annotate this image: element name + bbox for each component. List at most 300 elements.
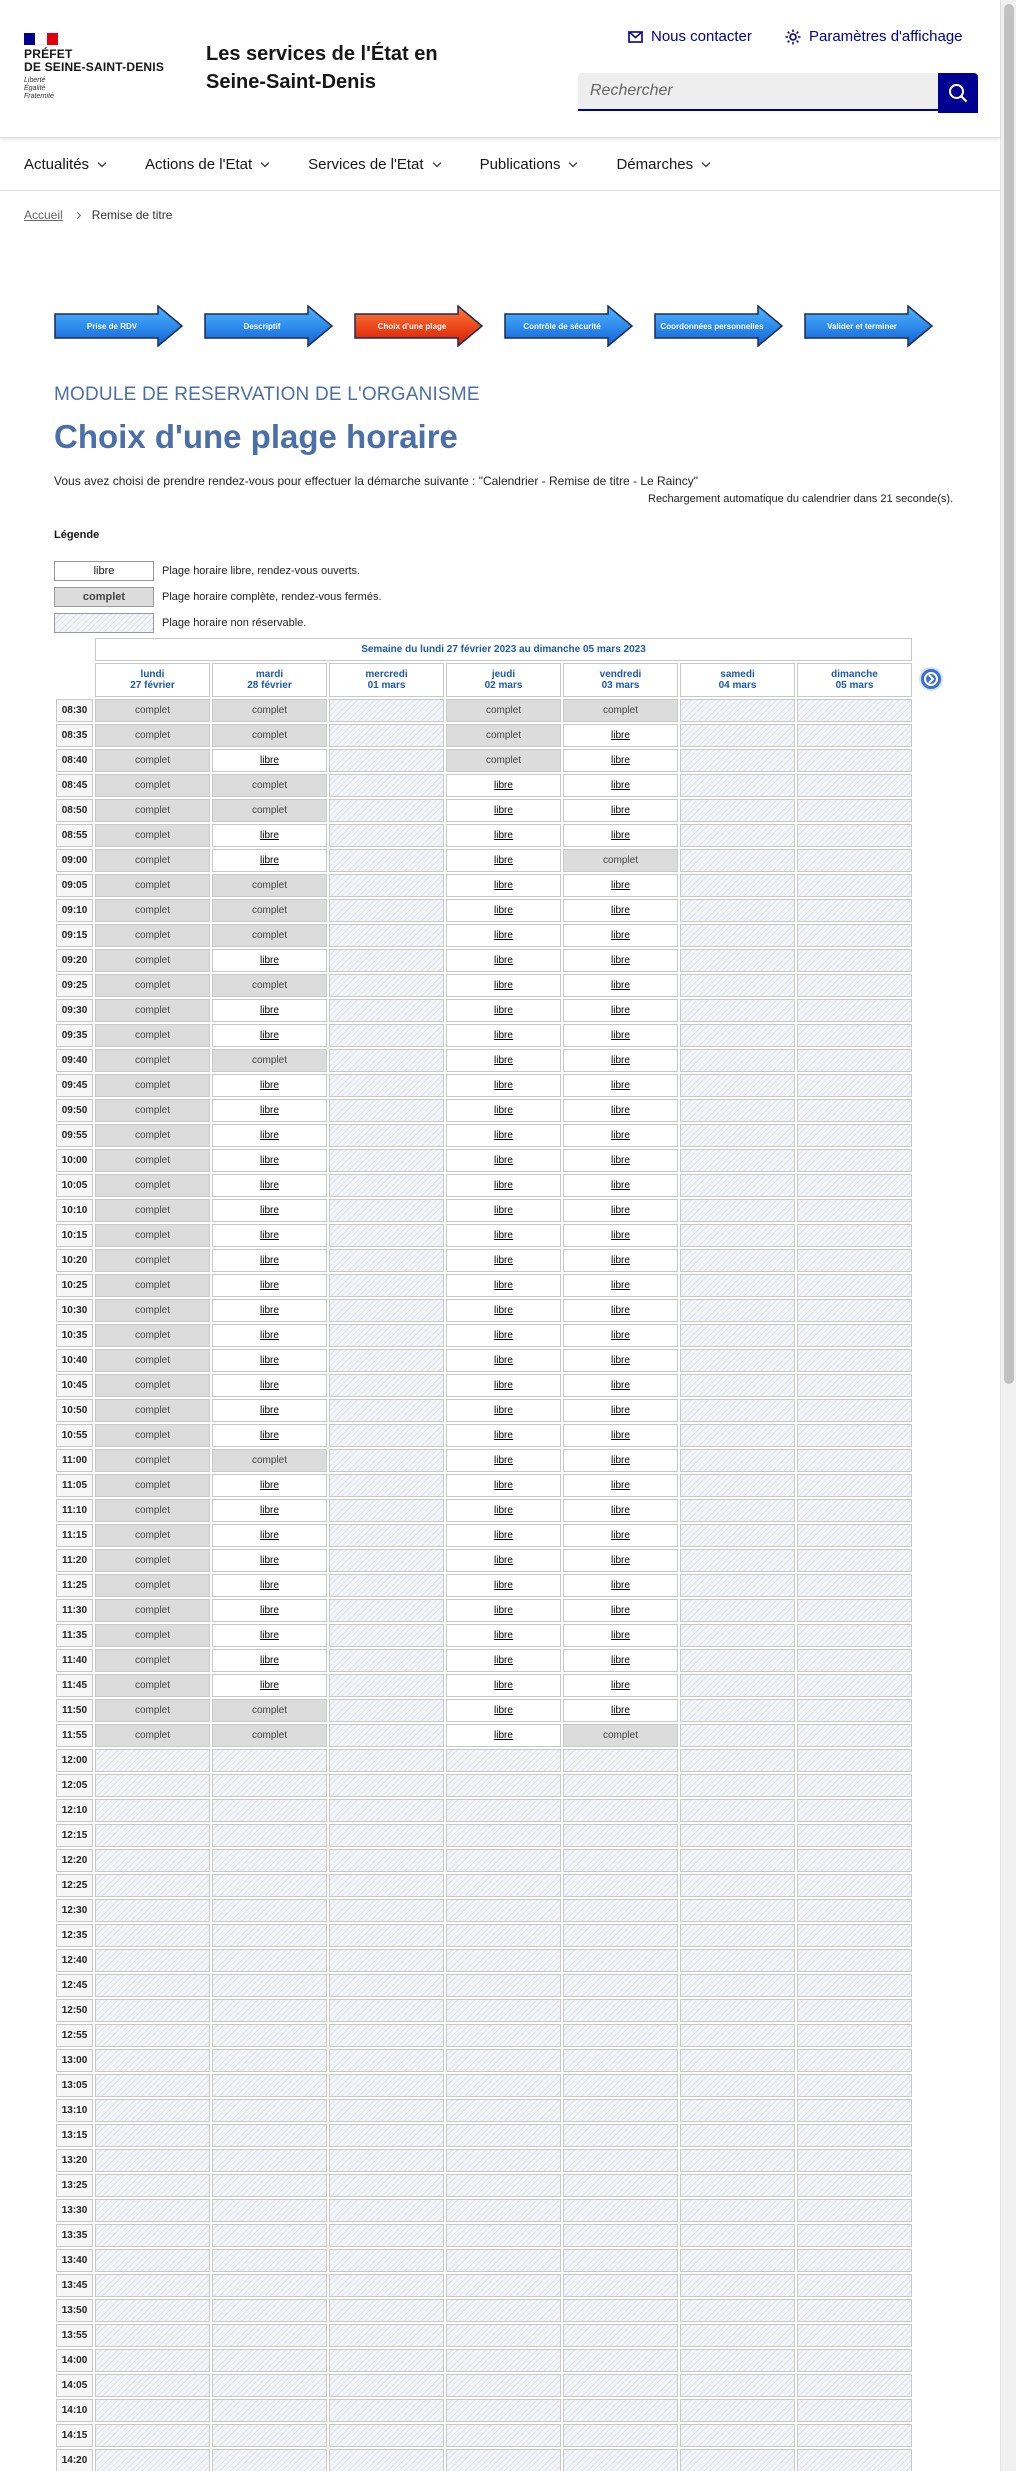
nav-actions-etat[interactable] [145, 139, 268, 190]
slot-unavailable [680, 1574, 795, 1597]
spacer-cell [914, 1924, 947, 1947]
slot-unavailable [329, 774, 444, 797]
slot-full: complet [95, 1699, 210, 1722]
slot-free[interactable]: libre [446, 1299, 561, 1322]
time-label: 13:05 [56, 2074, 93, 2097]
slot-free[interactable]: libre [446, 799, 561, 822]
breadcrumb-home-link[interactable]: Accueil [24, 208, 63, 222]
slot-free[interactable]: libre [446, 774, 561, 797]
slot-unavailable [797, 1899, 912, 1922]
slot-free[interactable]: libre [212, 1649, 327, 1672]
slot-free[interactable]: libre [563, 1399, 678, 1422]
slot-unavailable [680, 774, 795, 797]
slot-unavailable [680, 2449, 795, 2471]
time-label: 11:40 [56, 1649, 93, 1672]
spacer-cell [914, 1349, 947, 1372]
spacer-cell [914, 1949, 947, 1972]
time-row [56, 924, 947, 947]
slot-free[interactable]: libre [212, 1549, 327, 1572]
spacer-cell [914, 1299, 947, 1322]
slot-unavailable [797, 1724, 912, 1747]
slot-free[interactable]: libre [446, 1349, 561, 1372]
slot-free[interactable]: libre [563, 1074, 678, 1097]
time-label: 10:30 [56, 1299, 93, 1322]
prefecture-logo[interactable] [24, 48, 164, 74]
slot-unavailable [329, 1674, 444, 1697]
slot-unavailable [680, 1974, 795, 1997]
slot-unavailable [563, 1899, 678, 1922]
slot-unavailable [680, 1149, 795, 1172]
slot-free[interactable]: libre [212, 1249, 327, 1272]
slot-unavailable [329, 2049, 444, 2072]
slot-free[interactable]: libre [446, 1024, 561, 1047]
spacer-cell [914, 1649, 947, 1672]
slot-unavailable [212, 2299, 327, 2322]
time-label: 09:50 [56, 1099, 93, 1122]
time-label: 13:10 [56, 2099, 93, 2122]
slot-free[interactable]: libre [563, 874, 678, 897]
slot-unavailable [563, 1874, 678, 1897]
slot-free[interactable]: libre [563, 824, 678, 847]
slot-unavailable [329, 1124, 444, 1147]
slot-free[interactable]: libre [212, 1124, 327, 1147]
slot-free[interactable]: libre [563, 974, 678, 997]
slot-unavailable [680, 1624, 795, 1647]
slot-unavailable [563, 2449, 678, 2471]
slot-free[interactable]: libre [212, 1149, 327, 1172]
spacer-cell [914, 1174, 947, 1197]
slot-unavailable [680, 1824, 795, 1847]
slot-free[interactable]: libre [563, 799, 678, 822]
slot-full: complet [95, 1474, 210, 1497]
slot-free[interactable]: libre [446, 1049, 561, 1072]
time-row [56, 1999, 947, 2022]
slot-unavailable [680, 2324, 795, 2347]
slot-free[interactable]: libre [446, 1549, 561, 1572]
slot-free[interactable]: libre [212, 1474, 327, 1497]
slot-free[interactable]: libre [563, 1524, 678, 1547]
slot-unavailable [680, 724, 795, 747]
nav-actualites[interactable] [24, 139, 105, 190]
slot-free[interactable]: libre [563, 1199, 678, 1222]
slot-full: complet [95, 1499, 210, 1522]
slot-unavailable [329, 724, 444, 747]
slot-unavailable [680, 1249, 795, 1272]
slot-free[interactable]: libre [563, 1299, 678, 1322]
slot-free[interactable]: libre [563, 1099, 678, 1122]
slot-free[interactable]: libre [563, 1574, 678, 1597]
slot-free[interactable]: libre [563, 1274, 678, 1297]
time-row [56, 1049, 947, 1072]
time-row [56, 874, 947, 897]
slot-unavailable [797, 849, 912, 872]
slot-free[interactable]: libre [212, 1199, 327, 1222]
slot-free[interactable]: libre [446, 924, 561, 947]
slot-free[interactable]: libre [446, 1524, 561, 1547]
slot-free[interactable]: libre [563, 1499, 678, 1522]
slot-free[interactable]: libre [446, 949, 561, 972]
slot-free[interactable]: libre [563, 1474, 678, 1497]
slot-free[interactable]: libre [563, 1174, 678, 1197]
time-label: 10:40 [56, 1349, 93, 1372]
time-label: 08:50 [56, 799, 93, 822]
slot-unavailable [680, 2224, 795, 2247]
slot-free[interactable]: libre [446, 1374, 561, 1397]
slot-unavailable [329, 1199, 444, 1222]
slot-unavailable [95, 2049, 210, 2072]
slot-unavailable [680, 1024, 795, 1047]
slot-unavailable [680, 799, 795, 822]
slot-free[interactable]: libre [446, 1724, 561, 1747]
time-row [56, 1199, 947, 1222]
sun-icon [785, 29, 801, 45]
slot-free[interactable]: libre [563, 1124, 678, 1147]
slot-unavailable [329, 999, 444, 1022]
slot-free[interactable]: libre [212, 1324, 327, 1347]
slot-free[interactable]: libre [446, 1074, 561, 1097]
time-row [56, 1874, 947, 1897]
slot-unavailable [212, 2324, 327, 2347]
slot-unavailable [329, 1499, 444, 1522]
slot-unavailable [329, 1774, 444, 1797]
spacer-cell [914, 2299, 947, 2322]
slot-free[interactable]: libre [563, 1249, 678, 1272]
slot-unavailable [446, 2449, 561, 2471]
chevron-down-icon [569, 158, 577, 166]
slot-unavailable [680, 1274, 795, 1297]
slot-free[interactable]: libre [212, 1274, 327, 1297]
slot-free[interactable]: libre [563, 949, 678, 972]
time-label: 14:05 [56, 2374, 93, 2397]
nav-label: Démarches [616, 156, 694, 173]
slot-free[interactable]: libre [446, 999, 561, 1022]
slot-unavailable [212, 2424, 327, 2447]
slot-free[interactable]: libre [563, 1699, 678, 1722]
slot-free[interactable]: libre [212, 1099, 327, 1122]
main-navigation [0, 139, 1000, 191]
page-scrollbar[interactable] [1000, 0, 1016, 2471]
spacer-cell [914, 1274, 947, 1297]
slot-free[interactable]: libre [446, 1124, 561, 1147]
slot-free[interactable]: libre [446, 1149, 561, 1172]
contact-label: Nous contacter [651, 28, 752, 45]
slot-free[interactable]: libre [563, 899, 678, 922]
slot-free[interactable]: libre [563, 1324, 678, 1347]
slot-unavailable [563, 2424, 678, 2447]
slot-free[interactable]: libre [446, 1574, 561, 1597]
slot-unavailable [446, 2274, 561, 2297]
slot-unavailable [329, 1049, 444, 1072]
slot-unavailable [680, 899, 795, 922]
slot-unavailable [95, 2349, 210, 2372]
slot-free[interactable]: libre [446, 1399, 561, 1422]
slot-unavailable [446, 1874, 561, 1897]
display-settings-button[interactable] [785, 28, 963, 45]
slot-unavailable [95, 1974, 210, 1997]
slot-unavailable [563, 1924, 678, 1947]
slot-unavailable [680, 1424, 795, 1447]
slot-free[interactable]: libre [446, 1199, 561, 1222]
logo-line: PRÉFET [24, 47, 73, 61]
slot-free[interactable]: libre [563, 1149, 678, 1172]
spacer-cell [914, 638, 947, 661]
slot-unavailable [329, 1849, 444, 1872]
slot-free[interactable]: libre [212, 1024, 327, 1047]
slot-unavailable [563, 1849, 678, 1872]
slot-unavailable [95, 1924, 210, 1947]
slot-free[interactable]: libre [563, 1374, 678, 1397]
time-label: 13:35 [56, 2224, 93, 2247]
slot-free[interactable]: libre [563, 1424, 678, 1447]
spacer-cell [914, 1249, 947, 1272]
slot-unavailable [797, 2024, 912, 2047]
slot-free[interactable]: libre [446, 1324, 561, 1347]
slot-free[interactable]: libre [212, 1674, 327, 1697]
slot-free[interactable]: libre [563, 1624, 678, 1647]
slot-unavailable [680, 1799, 795, 1822]
slot-free[interactable]: libre [212, 749, 327, 772]
slot-free[interactable]: libre [446, 974, 561, 997]
scrollbar-thumb[interactable] [1004, 4, 1014, 1384]
spacer-cell [914, 1999, 947, 2022]
slot-free[interactable]: libre [212, 824, 327, 847]
slot-free[interactable]: libre [563, 774, 678, 797]
slot-unavailable [446, 1999, 561, 2022]
slot-free[interactable]: libre [446, 1624, 561, 1647]
slot-free[interactable]: libre [446, 1699, 561, 1722]
slot-free[interactable]: libre [446, 824, 561, 847]
slot-unavailable [797, 1874, 912, 1897]
time-label: 09:20 [56, 949, 93, 972]
slot-free[interactable]: libre [212, 1224, 327, 1247]
page-title: Choix d'une plage horaire [54, 418, 458, 455]
slot-unavailable [446, 1949, 561, 1972]
slot-unavailable [797, 1849, 912, 1872]
slot-unavailable [680, 1549, 795, 1572]
slot-free[interactable]: libre [446, 1424, 561, 1447]
nav-label: Actions de l'Etat [145, 156, 253, 173]
search-input[interactable] [578, 73, 938, 111]
slot-free[interactable]: libre [446, 1499, 561, 1522]
slot-free[interactable]: libre [212, 949, 327, 972]
slot-unavailable [446, 2149, 561, 2172]
slot-free[interactable]: libre [563, 1549, 678, 1572]
slot-free[interactable]: libre [563, 1349, 678, 1372]
spacer-cell [914, 1874, 947, 1897]
slot-free[interactable]: libre [563, 1049, 678, 1072]
slot-unavailable [680, 1899, 795, 1922]
next-week-button[interactable] [914, 663, 947, 697]
spacer-cell [914, 749, 947, 772]
slot-free[interactable]: libre [446, 849, 561, 872]
module-title: MODULE DE RESERVATION DE L'ORGANISME [54, 384, 480, 405]
time-label: 09:55 [56, 1124, 93, 1147]
slot-free[interactable]: libre [446, 1274, 561, 1297]
slot-unavailable [95, 2299, 210, 2322]
slot-free[interactable]: libre [446, 1174, 561, 1197]
slot-unavailable [212, 2124, 327, 2147]
slot-unavailable [329, 2274, 444, 2297]
slot-free[interactable]: libre [212, 1399, 327, 1422]
slot-free[interactable]: libre [212, 1624, 327, 1647]
slot-free[interactable]: libre [446, 1224, 561, 1247]
spacer-cell [914, 1799, 947, 1822]
slot-free[interactable]: libre [563, 1224, 678, 1247]
step-label: Coordonnées personnelles [660, 321, 764, 331]
slot-full: complet [95, 774, 210, 797]
slot-free[interactable]: libre [563, 1024, 678, 1047]
slot-free[interactable]: libre [212, 1524, 327, 1547]
slot-unavailable [329, 1274, 444, 1297]
slot-unavailable [329, 1724, 444, 1747]
slot-free[interactable]: libre [446, 1099, 561, 1122]
slot-full: complet [95, 699, 210, 722]
time-row [56, 974, 947, 997]
slot-free[interactable]: libre [446, 1474, 561, 1497]
spacer-cell [914, 1599, 947, 1622]
time-row [56, 1974, 947, 1997]
slot-full: complet [212, 899, 327, 922]
slot-free[interactable]: libre [446, 1649, 561, 1672]
slot-full: complet [212, 874, 327, 897]
spacer-cell [914, 2049, 947, 2072]
slot-unavailable [680, 2174, 795, 2197]
slot-unavailable [797, 1624, 912, 1647]
slot-unavailable [95, 1824, 210, 1847]
slot-free[interactable]: libre [212, 1424, 327, 1447]
slot-unavailable [563, 1999, 678, 2022]
spacer-cell [914, 1149, 947, 1172]
spacer-cell [914, 2074, 947, 2097]
slot-free[interactable]: libre [212, 1574, 327, 1597]
slot-free[interactable]: libre [212, 1349, 327, 1372]
slot-unavailable [212, 2249, 327, 2272]
time-row [56, 2049, 947, 2072]
spacer-cell [914, 1674, 947, 1697]
search-button[interactable] [938, 73, 978, 113]
time-row [56, 2124, 947, 2147]
slot-free[interactable]: libre [563, 999, 678, 1022]
site-title[interactable]: Les services de l'État en Seine-Saint-Denis [206, 43, 438, 93]
slot-unavailable [95, 1849, 210, 1872]
display-settings-label: Paramètres d'affichage [809, 28, 963, 45]
slot-unavailable [329, 2349, 444, 2372]
slot-unavailable [329, 1299, 444, 1322]
time-row [56, 2174, 947, 2197]
slot-free[interactable]: libre [212, 1499, 327, 1522]
slot-free[interactable]: libre [212, 1074, 327, 1097]
slot-unavailable [329, 749, 444, 772]
slot-free[interactable]: libre [563, 1674, 678, 1697]
slot-unavailable [329, 949, 444, 972]
time-label: 13:20 [56, 2149, 93, 2172]
slot-unavailable [797, 2399, 912, 2422]
slot-unavailable [95, 2424, 210, 2447]
slot-unavailable [797, 1074, 912, 1097]
slot-free[interactable]: libre [446, 1674, 561, 1697]
day-date: 02 mars [484, 680, 523, 691]
slot-free[interactable]: libre [563, 924, 678, 947]
nav-publications[interactable] [480, 139, 577, 190]
slot-unavailable [95, 1949, 210, 1972]
spacer-cell [914, 1449, 947, 1472]
slot-unavailable [797, 2374, 912, 2397]
envelope-icon [628, 31, 643, 43]
slot-unavailable [446, 2299, 561, 2322]
nav-label: Services de l'Etat [308, 156, 424, 173]
slot-unavailable [212, 2149, 327, 2172]
slot-free[interactable]: libre [446, 1449, 561, 1472]
time-label: 09:40 [56, 1049, 93, 1072]
slot-full: complet [95, 849, 210, 872]
slot-free[interactable]: libre [212, 1299, 327, 1322]
slot-unavailable [680, 1524, 795, 1547]
slot-full: complet [95, 1249, 210, 1272]
spacer-cell [914, 1549, 947, 1572]
spacer-cell [914, 949, 947, 972]
slot-unavailable [329, 2074, 444, 2097]
spacer-cell [914, 874, 947, 897]
slot-full: complet [95, 1024, 210, 1047]
slot-free[interactable]: libre [446, 899, 561, 922]
time-label: 09:15 [56, 924, 93, 947]
slot-unavailable [680, 849, 795, 872]
contact-link[interactable] [628, 28, 752, 45]
slot-free[interactable]: libre [563, 1449, 678, 1472]
time-row [56, 1474, 947, 1497]
slot-unavailable [95, 2449, 210, 2471]
slot-free[interactable]: libre [212, 999, 327, 1022]
slot-free[interactable]: libre [446, 1249, 561, 1272]
slot-free[interactable]: libre [563, 724, 678, 747]
site-header [0, 0, 1000, 138]
time-row [56, 949, 947, 972]
slot-unavailable [797, 1974, 912, 1997]
slot-free[interactable]: libre [446, 1599, 561, 1622]
slot-unavailable [797, 1799, 912, 1822]
slot-free[interactable]: libre [446, 874, 561, 897]
time-row [56, 899, 947, 922]
nav-demarches[interactable] [616, 139, 709, 190]
slot-free[interactable]: libre [563, 749, 678, 772]
slot-free[interactable]: libre [212, 1174, 327, 1197]
time-row [56, 849, 947, 872]
slot-unavailable [329, 924, 444, 947]
step-5 [654, 305, 784, 347]
slot-unavailable [446, 2374, 561, 2397]
slot-free[interactable]: libre [212, 849, 327, 872]
slot-unavailable [797, 799, 912, 822]
slot-free[interactable]: libre [212, 1599, 327, 1622]
slot-unavailable [680, 1399, 795, 1422]
slot-free[interactable]: libre [212, 1374, 327, 1397]
slot-unavailable [680, 949, 795, 972]
time-label: 10:15 [56, 1224, 93, 1247]
slot-free[interactable]: libre [563, 1599, 678, 1622]
nav-services-etat[interactable] [308, 139, 439, 190]
slot-unavailable [95, 1774, 210, 1797]
slot-unavailable [212, 2074, 327, 2097]
chevron-right-icon [74, 211, 81, 218]
slot-full: complet [95, 1099, 210, 1122]
slot-unavailable [797, 2174, 912, 2197]
time-row [56, 1674, 947, 1697]
slot-full: complet [95, 1674, 210, 1697]
slot-unavailable [329, 2124, 444, 2147]
slot-unavailable [329, 849, 444, 872]
time-row [56, 1724, 947, 1747]
slot-free[interactable]: libre [563, 1649, 678, 1672]
